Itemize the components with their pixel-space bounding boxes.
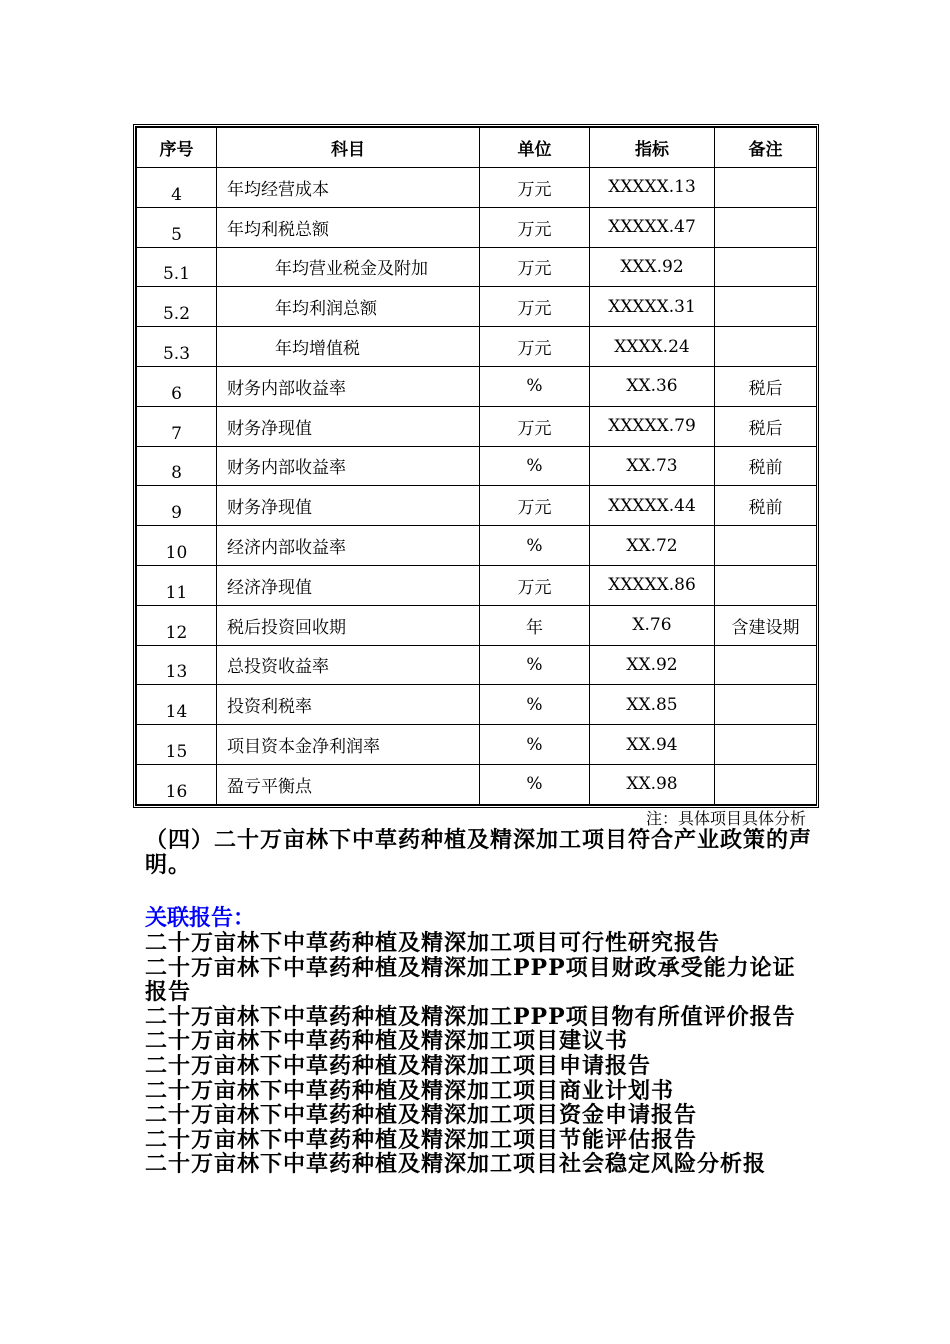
cell-subject: 财务净现值 [217, 406, 480, 446]
cell-unit: 万元 [480, 565, 590, 605]
cell-subject: 年均营业税金及附加 [217, 247, 480, 287]
related-report-link[interactable]: 二十万亩林下中草药种植及精深加工项目建议书 [145, 1028, 629, 1055]
related-report-link[interactable]: 二十万亩林下中草药种植及精深加工项目商业计划书 [145, 1077, 675, 1104]
cell-note: 税前 [715, 446, 817, 486]
table-row [137, 247, 817, 287]
cell-value: XXXXX.31 [590, 287, 715, 327]
header-subject: 科目 [217, 128, 480, 168]
table-row [137, 168, 817, 208]
cell-seq: 5.3 [137, 327, 217, 367]
table-header-row [137, 128, 817, 168]
cell-subject: 经济内部收益率 [217, 526, 480, 566]
cell-unit: 万元 [480, 247, 590, 287]
cell-unit: 万元 [480, 207, 590, 247]
table-row [137, 645, 817, 685]
cell-unit: 万元 [480, 406, 590, 446]
header-note: 备注 [715, 128, 817, 168]
cell-value: XX.85 [590, 685, 715, 725]
table-row [137, 207, 817, 247]
cell-subject: 年均利润总额 [217, 287, 480, 327]
cell-seq: 7 [137, 406, 217, 446]
cell-value: XX.98 [590, 764, 715, 804]
related-report-link[interactable]: 二十万亩林下中草药种植及精深加工项目资金申请报告 [145, 1102, 698, 1129]
cell-note [715, 247, 817, 287]
cell-seq: 9 [137, 486, 217, 526]
related-reports-title: 关联报告： [145, 905, 256, 931]
cell-subject: 财务净现值 [217, 486, 480, 526]
cell-subject: 盈亏平衡点 [217, 764, 480, 804]
header-unit: 单位 [480, 128, 590, 168]
cell-unit: 万元 [480, 287, 590, 327]
cell-seq: 11 [137, 565, 217, 605]
header-seq: 序号 [137, 128, 217, 168]
cell-note [715, 526, 817, 566]
indicator-table [136, 127, 817, 805]
related-report-link[interactable]: 二十万亩林下中草药种植及精深加工PPP项目财政承受能力论证报告 [145, 954, 796, 1006]
cell-subject: 年均增值税 [217, 327, 480, 367]
cell-subject: 项目资本金净利润率 [217, 725, 480, 765]
related-report-link[interactable]: 二十万亩林下中草药种植及精深加工PPP项目物有所值评价报告 [145, 1003, 796, 1030]
cell-note: 税前 [715, 486, 817, 526]
cell-subject: 投资利税率 [217, 685, 480, 725]
cell-seq: 10 [137, 526, 217, 566]
cell-value: XXXXX.86 [590, 565, 715, 605]
cell-unit: % [480, 685, 590, 725]
cell-value: XXX.92 [590, 247, 715, 287]
cell-note [715, 764, 817, 804]
cell-seq: 5.2 [137, 287, 217, 327]
table-row [137, 605, 817, 645]
cell-note [715, 565, 817, 605]
cell-value: XXXXX.79 [590, 406, 715, 446]
cell-note: 含建设期 [715, 605, 817, 645]
table-footnote: 注：具体项目具体分析 [645, 809, 806, 828]
cell-subject: 总投资收益率 [217, 645, 480, 685]
cell-subject: 税后投资回收期 [217, 605, 480, 645]
table-row [137, 366, 817, 406]
related-report-link[interactable]: 二十万亩林下中草药种植及精深加工项目节能评估报告 [145, 1126, 698, 1153]
table-row [137, 327, 817, 367]
cell-value: XXXXX.44 [590, 486, 715, 526]
table-row [137, 406, 817, 446]
cell-note [715, 287, 817, 327]
cell-seq: 12 [137, 605, 217, 645]
header-value: 指标 [590, 128, 715, 168]
cell-note [715, 327, 817, 367]
cell-value: XX.73 [590, 446, 715, 486]
cell-unit: % [480, 645, 590, 685]
table-row [137, 526, 817, 566]
cell-value: XX.72 [590, 526, 715, 566]
cell-unit: % [480, 446, 590, 486]
indicator-table-frame [133, 124, 819, 808]
cell-note [715, 645, 817, 685]
cell-value: XX.92 [590, 645, 715, 685]
cell-note [715, 725, 817, 765]
section-heading: （四）二十万亩林下中草药种植及精深加工项目符合产业政策的声明。 [145, 827, 813, 878]
cell-unit: % [480, 725, 590, 765]
related-report-link[interactable]: 二十万亩林下中草药种植及精深加工项目社会稳定风险分析报 [145, 1151, 767, 1178]
cell-unit: 万元 [480, 327, 590, 367]
cell-seq: 4 [137, 168, 217, 208]
table-row [137, 685, 817, 725]
cell-seq: 6 [137, 366, 217, 406]
cell-seq: 14 [137, 685, 217, 725]
cell-unit: 万元 [480, 486, 590, 526]
table-row [137, 486, 817, 526]
cell-subject: 年均经营成本 [217, 168, 480, 208]
table-row [137, 565, 817, 605]
cell-seq: 16 [137, 764, 217, 804]
cell-note [715, 207, 817, 247]
cell-seq: 5 [137, 207, 217, 247]
cell-value: XX.36 [590, 366, 715, 406]
cell-value: XX.94 [590, 725, 715, 765]
related-reports-list [145, 931, 813, 1177]
cell-value: XXXXX.47 [590, 207, 715, 247]
cell-unit: 万元 [480, 168, 590, 208]
table-row [137, 764, 817, 804]
cell-subject: 财务内部收益率 [217, 366, 480, 406]
table-row [137, 446, 817, 486]
cell-unit: % [480, 366, 590, 406]
related-report-link[interactable]: 二十万亩林下中草药种植及精深加工项目可行性研究报告 [145, 930, 721, 956]
cell-seq: 5.1 [137, 247, 217, 287]
cell-value: XXXX.24 [590, 327, 715, 367]
cell-subject: 财务内部收益率 [217, 446, 480, 486]
cell-seq: 8 [137, 446, 217, 486]
cell-seq: 15 [137, 725, 217, 765]
cell-value: XXXXX.13 [590, 168, 715, 208]
cell-note: 税后 [715, 366, 817, 406]
table-row [137, 725, 817, 765]
related-report-link[interactable]: 二十万亩林下中草药种植及精深加工项目申请报告 [145, 1052, 652, 1079]
cell-note [715, 685, 817, 725]
cell-subject: 年均利税总额 [217, 207, 480, 247]
cell-seq: 13 [137, 645, 217, 685]
cell-unit: % [480, 526, 590, 566]
cell-unit: % [480, 764, 590, 804]
cell-value: X.76 [590, 605, 715, 645]
cell-note: 税后 [715, 406, 817, 446]
cell-subject: 经济净现值 [217, 565, 480, 605]
cell-note [715, 168, 817, 208]
cell-unit: 年 [480, 605, 590, 645]
table-row [137, 287, 817, 327]
